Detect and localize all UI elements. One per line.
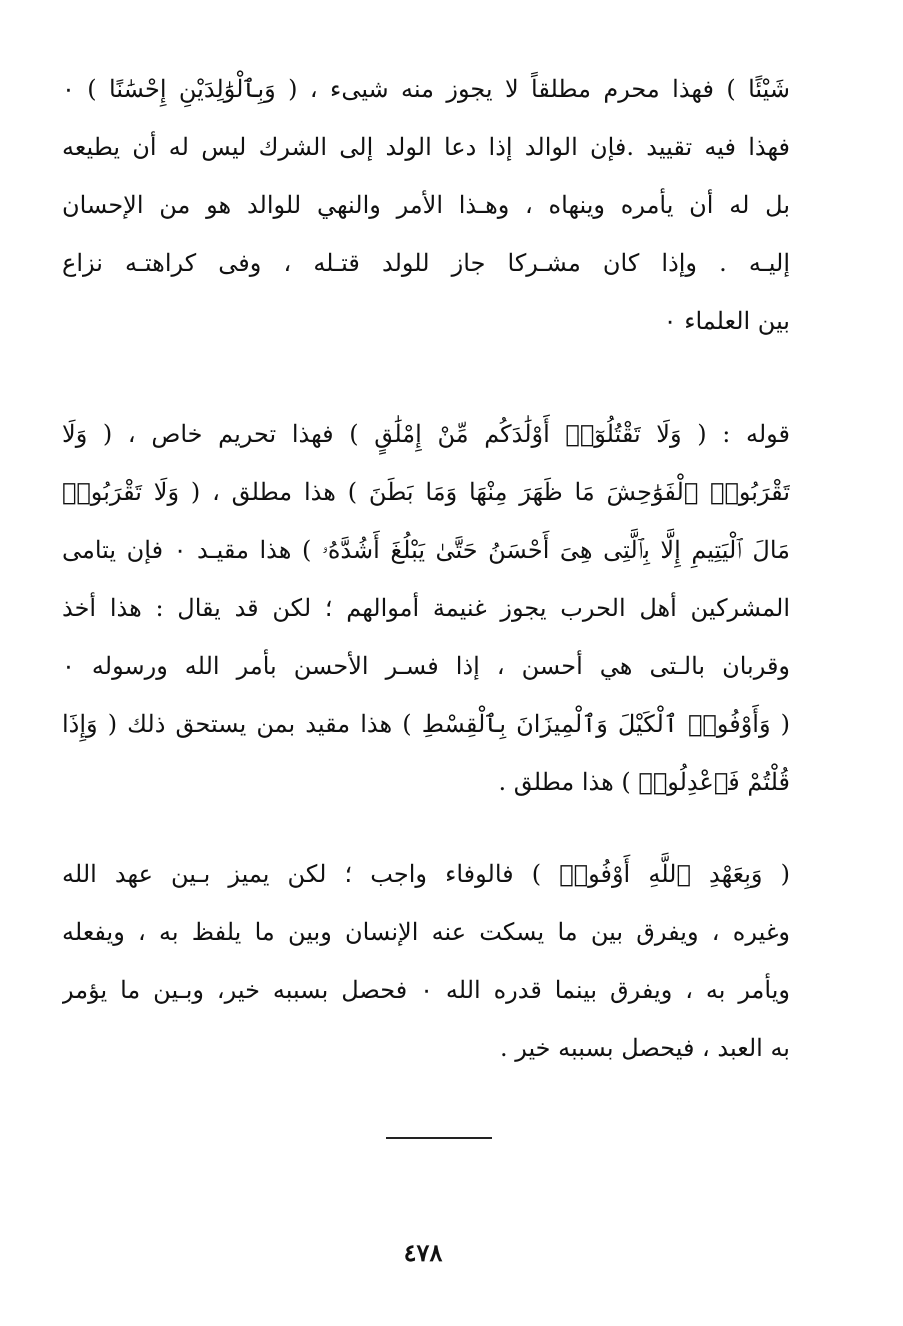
paragraph-2 bbox=[62, 405, 790, 811]
text-line: وغيره ، ويفرق بين ما يسكت عنه الإنسان وبين ما يلفظ به ، ويفعله bbox=[62, 918, 790, 946]
text-line: تَقْرَبُوا۟ ٱلْفَوَٰحِشَ مَا ظَهَرَ مِنْهَا وَمَا بَطَنَ ) هذا مطلق ، ( وَلَا تَقْرَبُوا۟ bbox=[62, 478, 790, 506]
text-line: ( وَأَوْفُوا۟ ٱلْكَيْلَ وَٱلْمِيزَانَ بِٱلْقِسْطِ ) هذا مقيد بمن يستحق ذلك ( وَإِذَا bbox=[62, 710, 790, 738]
text-line: بين العلماء ٠ bbox=[663, 307, 790, 335]
text-line: شَيْئًا ) فهذا محرم مطلقاً لا يجوز منه شيىء ، ( وَبِٱلْوَٰلِدَيْنِ إِحْسَٰنًا ) ٠ bbox=[62, 75, 790, 103]
text-line: فهذا فيه تقييد .فإن الوالد إذا دعا الولد إلى الشرك ليس له أن يطيعه bbox=[62, 133, 790, 161]
text-line: إليـه . وإذا كان مشـركا جاز للولد قتـله ، وفى كراهتـه نزاع bbox=[62, 249, 790, 277]
page-number: ٤٧٨ bbox=[403, 1238, 443, 1267]
text-line: به العبد ، فيحصل بسببه خير . bbox=[499, 1034, 790, 1062]
text-line: المشركين أهل الحرب يجوز غنيمة أموالهم ؛ لكن قد يقال : هذا أخذ bbox=[62, 594, 790, 622]
text-line: وقربان بالـتى هي أحسن ، إذا فسـر الأحسن بأمر الله ورسوله ٠ bbox=[62, 652, 790, 680]
text-line: قوله : ( وَلَا تَقْتُلُوٓا۟ أَوْلَٰدَكُم مِّنْ إِمْلَٰقٍ ) فهذا تحريم خاص ، ( وَلَا bbox=[62, 420, 790, 448]
text-line: بل له أن يأمره وينهاه ، وهـذا الأمر والنهي للوالد هو من الإحسان bbox=[62, 191, 790, 219]
text-line: ويأمر به ، ويفرق بينما قدره الله ٠ فحصل بسببه خير، وبـين ما يؤمر bbox=[62, 976, 790, 1004]
text-line: قُلْتُمْ فَٱعْدِلُوا۟ ) هذا مطلق . bbox=[498, 768, 790, 796]
paragraph-3 bbox=[62, 845, 790, 1077]
footnote-separator bbox=[386, 1137, 492, 1139]
text-line: مَالَ ٱلْيَتِيمِ إِلَّا بِٱلَّتِى هِىَ أَحْسَنُ حَتَّىٰ يَبْلُغَ أَشُدَّهُۥ ) هذا مقيـد ٠ فإن يتامى bbox=[62, 536, 790, 564]
paragraph-1 bbox=[62, 60, 790, 350]
text-line: ( وَبِعَهْدِ ٱللَّهِ أَوْفُوا۟ ) فالوفاء واجب ؛ لكن يميز بـين عهد الله bbox=[62, 860, 790, 888]
